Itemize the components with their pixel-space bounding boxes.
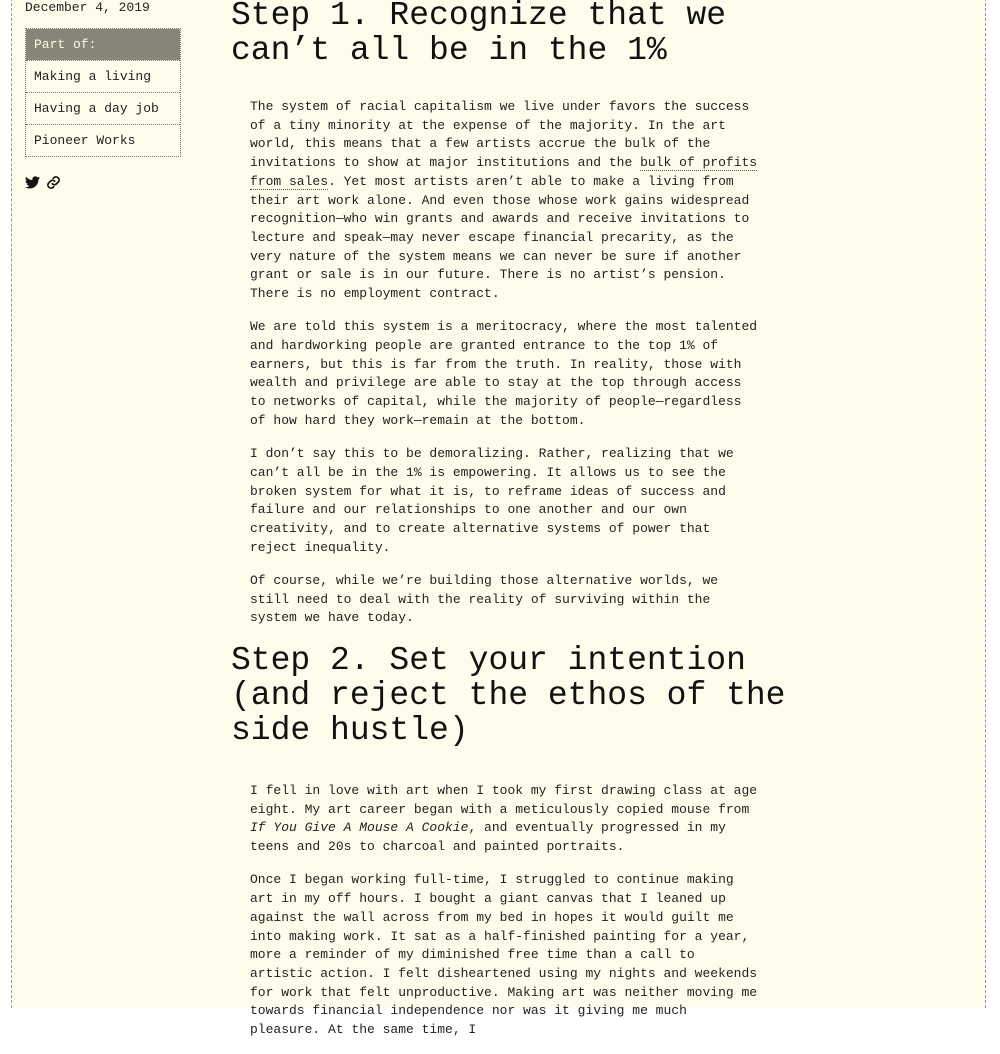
link-icon[interactable] [46,175,61,190]
step-1-heading-line-1: Step 1. Recognize that we [231,0,727,34]
paragraph-text: , and eventually progressed in my teens and 20s to charcoal and painted portraits. [250,820,726,855]
article-content [231,0,791,1054]
paragraph [250,98,760,304]
step-2-heading [231,643,791,748]
part-of-item-making-a-living[interactable]: Making a living [26,60,180,92]
step-1-heading [231,0,791,68]
part-of-label: Part of: [26,29,180,60]
paragraph-text: I fell in love with art when I took my first drawing class at age eight. My art career began with a meticulously copied mouse from [250,783,758,817]
paragraph-text: The system of racial capitalism we live under favors the success of a tiny minority at the expense of the majority. In the art world, this means that a few artists accrue the bulk of the invitations to show at major institutions and the [250,99,750,171]
step-2-body [250,782,760,1040]
step-2-heading-line-1: Step 2. Set your intention [231,642,746,680]
book-title: If You Give A Mouse A Cookie [250,820,469,836]
step-2-heading-line-2: (and reject the ethos of the [231,677,786,715]
bulk-of-profits-link[interactable]: bulk of profits from sales [250,155,758,189]
share-links [25,175,181,190]
sidebar [25,0,181,190]
paragraph-text: . Yet most artists aren’t able to make a living from their art work alone. And even those whose work gains widespread recognition—who win grants and awards and receive invitations to lecture and speak—may never escape financial precarity, as the very nature of the system means we can never be sure if another grant or sale is in our future. There is no artist’s pension. There is no employment contract. [250,173,750,302]
part-of-item-having-a-day-job[interactable]: Having a day job [26,92,180,124]
paragraph [250,782,760,857]
publish-date: December 4, 2019 [25,0,150,15]
step-1-heading-line-2: can’t all be in the 1% [231,32,667,69]
part-of-item-pioneer-works[interactable]: Pioneer Works [26,124,180,156]
twitter-icon[interactable] [25,176,40,189]
step-2-heading-line-3: side hustle) [231,712,469,750]
paragraph: Of course, while we’re building those alternative worlds, we still need to deal with the reality of surviving within the system we have today. [250,572,719,626]
paragraph: We are told this system is a meritocracy, where the most talented and hardworking people are granted entrance to the top 1% of earners, but this is far from the truth. In reality, those with wealth and privilege are able to stay at the top through access to networks of capital, while the majority of people—regardless of how hard they work—remain at the bottom. [250,319,758,428]
part-of-box [25,28,181,157]
step-1-body [250,98,760,628]
paragraph: I don’t say this to be demoralizing. Rather, realizing that we can’t all be in the 1% is empowering. It allows us to see the broken system for what it is, to reframe ideas of success and failure and our relationships to one another and our own creativity, and to create alternative systems of power that reject inequality. [250,446,734,555]
paragraph: Once I began working full-time, I struggled to continue making art in my off hours. I bought a giant canvas that I leaned up against the wall across from my bed in hopes it would guilt me into making work. It sat as a half-finished painting for a year, more a reminder of my diminished free time than a call to artistic action. I felt disheartened using my nights and weekends for work that felt unproductive. Making art was neither moving me towards financial independence nor was it giving me much pleasure. At the same time, I [250,872,758,1038]
